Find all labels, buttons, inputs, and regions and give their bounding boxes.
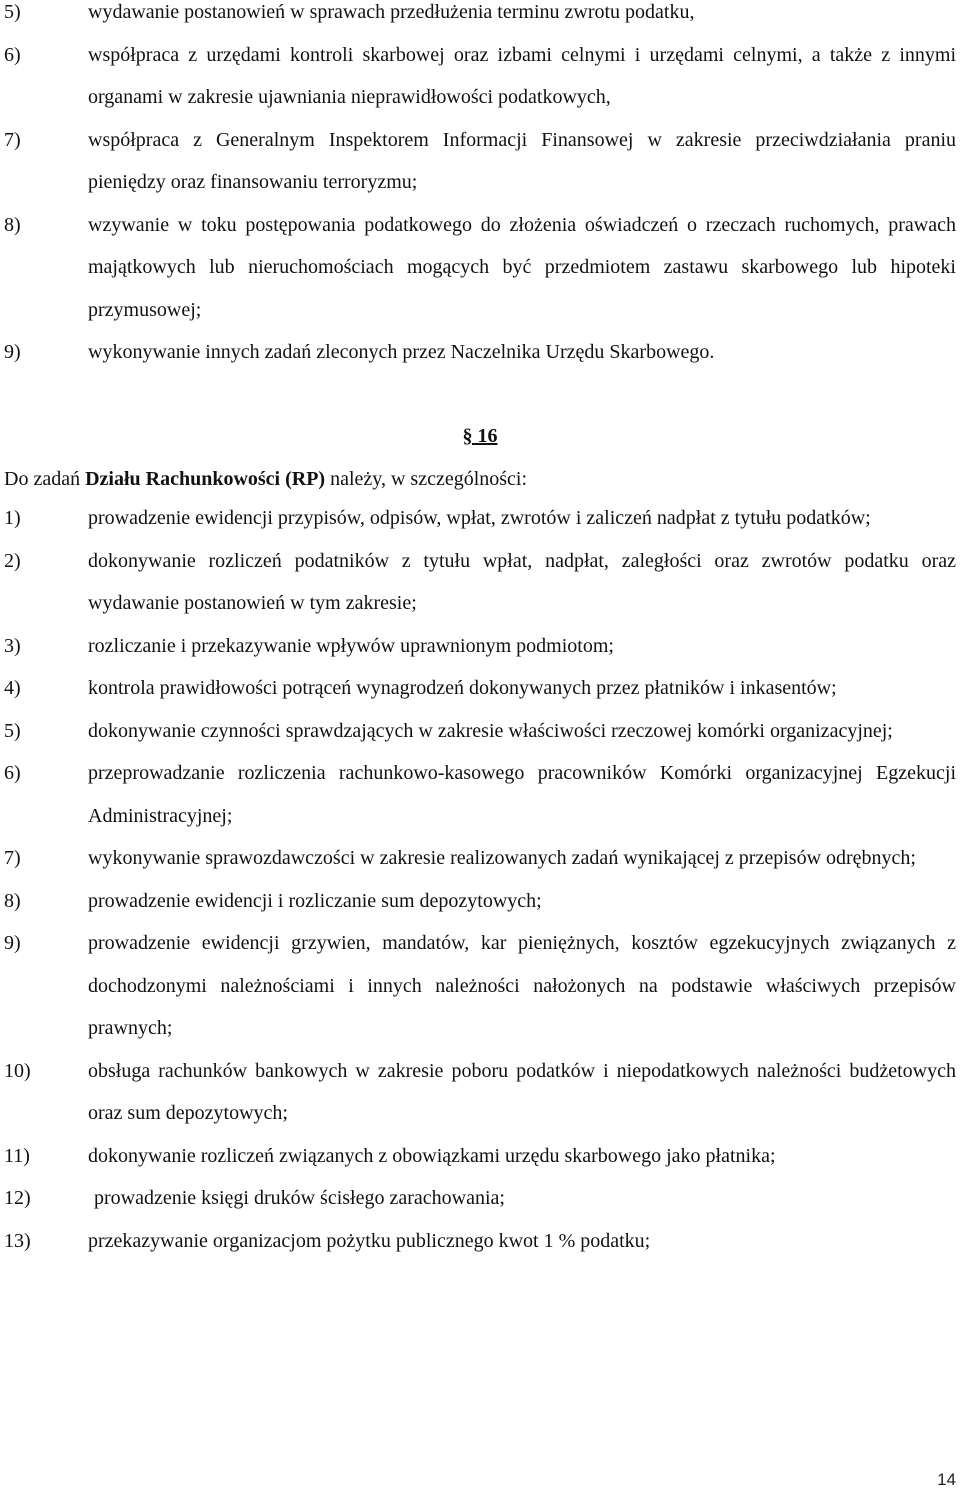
item-number: 6) — [4, 43, 21, 66]
list-item — [0, 497, 956, 540]
list-item — [0, 667, 956, 710]
intro-text-end: należy, w szczególności: — [325, 468, 528, 490]
section-heading: § 16 — [462, 425, 498, 447]
list-item — [0, 1050, 956, 1135]
item-text: prowadzenie ewidencji i rozliczanie sum depozytowych; — [88, 889, 542, 912]
item-number: 7) — [4, 128, 21, 151]
item-text: obsługa rachunków bankowych w zakresie poboru podatków i niepodatkowych należności budżetowych oraz sum depozytowych; — [88, 1059, 956, 1124]
item-text: współpraca z Generalnym Inspektorem Informacji Finansowej w zakresie przeciwdziałania praniu pieniędzy oraz finansowaniu terroryzmu; — [88, 128, 956, 193]
list-item — [0, 119, 956, 204]
department-task-list — [0, 497, 956, 1262]
item-text: dokonywanie rozliczeń podatników z tytułu wpłat, nadpłat, zaległości oraz zwrotów podatku oraz wydawanie postanowień w tym zakresie; — [88, 549, 956, 614]
list-item — [0, 880, 956, 923]
page-number: 14 — [937, 1470, 956, 1489]
list-item — [0, 1135, 956, 1178]
item-number: 1) — [4, 507, 21, 529]
list-item — [0, 331, 956, 374]
item-number: 5) — [4, 719, 21, 742]
list-item — [0, 710, 956, 753]
item-text: przeprowadzanie rozliczenia rachunkowo-kasowego pracowników Komórki organizacyjnej Egzekucji Administracyjnej; — [88, 762, 956, 827]
list-item — [0, 1220, 956, 1263]
item-number: 2) — [4, 549, 21, 572]
item-number: 10) — [4, 1059, 31, 1082]
item-number: 7) — [4, 847, 21, 869]
item-text: rozliczanie i przekazywanie wpływów uprawnionym podmiotom; — [88, 634, 614, 657]
item-number: 3) — [4, 634, 21, 657]
item-number: 5) — [4, 1, 21, 23]
item-number: 9) — [4, 341, 21, 363]
item-number: 8) — [4, 213, 21, 236]
item-number: 11) — [4, 1144, 30, 1167]
list-item — [0, 34, 956, 119]
list-item — [0, 837, 956, 880]
list-item — [0, 0, 956, 34]
item-number: 8) — [4, 889, 21, 912]
intro-text: Do zadań — [4, 468, 86, 490]
item-text: wykonywanie sprawozdawczości w zakresie realizowanych zadań wynikającej z przepisów odrębnych; — [88, 847, 916, 869]
item-text: prowadzenie ewidencji przypisów, odpisów, wpłat, zwrotów i zaliczeń nadpłat z tytułu podatków; — [88, 507, 871, 529]
item-text: dokonywanie rozliczeń związanych z obowiązkami urzędu skarbowego jako płatnika; — [88, 1144, 776, 1167]
list-item — [0, 1177, 956, 1220]
item-text: przekazywanie organizacjom pożytku publicznego kwot 1 % podatku; — [88, 1229, 651, 1252]
list-item — [0, 204, 956, 332]
item-text: kontrola prawidłowości potrąceń wynagrodzeń dokonywanych przez płatników i inkasentów; — [88, 677, 837, 699]
item-text: wzywanie w toku postępowania podatkowego do złożenia oświadczeń o rzeczach ruchomych, prawach majątkowych lub nieruchomościach mogących być przedmiotem zastawu skarbowego lub hipoteki przymusowej; — [88, 213, 956, 321]
item-text: wykonywanie innych zadań zleconych przez Naczelnika Urzędu Skarbowego. — [88, 341, 715, 363]
item-text: prowadzenie ewidencji grzywien, mandatów, kar pieniężnych, kosztów egzekucyjnych związanych z dochodzonymi należnościami i innych należności nałożonych na podstawie właściwych przepisów prawnych; — [88, 932, 956, 1039]
list-item — [0, 540, 956, 625]
list-item — [0, 625, 956, 668]
item-text: współpraca z urzędami kontroli skarbowej oraz izbami celnymi i urzędami celnymi, a także z innymi organami w zakresie ujawniania nieprawidłowości podatkowych, — [88, 43, 956, 108]
item-number: 4) — [4, 677, 21, 699]
section-intro — [4, 460, 954, 498]
item-number: 6) — [4, 762, 21, 784]
continued-task-list — [0, 0, 956, 374]
list-item — [0, 922, 956, 1050]
item-text: dokonywanie czynności sprawdzających w zakresie właściwości rzeczowej komórki organizacyjnej; — [88, 719, 893, 742]
list-item — [0, 752, 956, 837]
item-text: prowadzenie księgi druków ścisłego zarachowania; — [94, 1187, 505, 1209]
department-name: Działu Rachunkowości (RP) — [85, 468, 326, 490]
item-text: wydawanie postanowień w sprawach przedłużenia terminu zwrotu podatku, — [88, 1, 695, 23]
item-number: 13) — [4, 1229, 31, 1252]
item-number: 9) — [4, 932, 21, 954]
item-number: 12) — [4, 1187, 31, 1209]
